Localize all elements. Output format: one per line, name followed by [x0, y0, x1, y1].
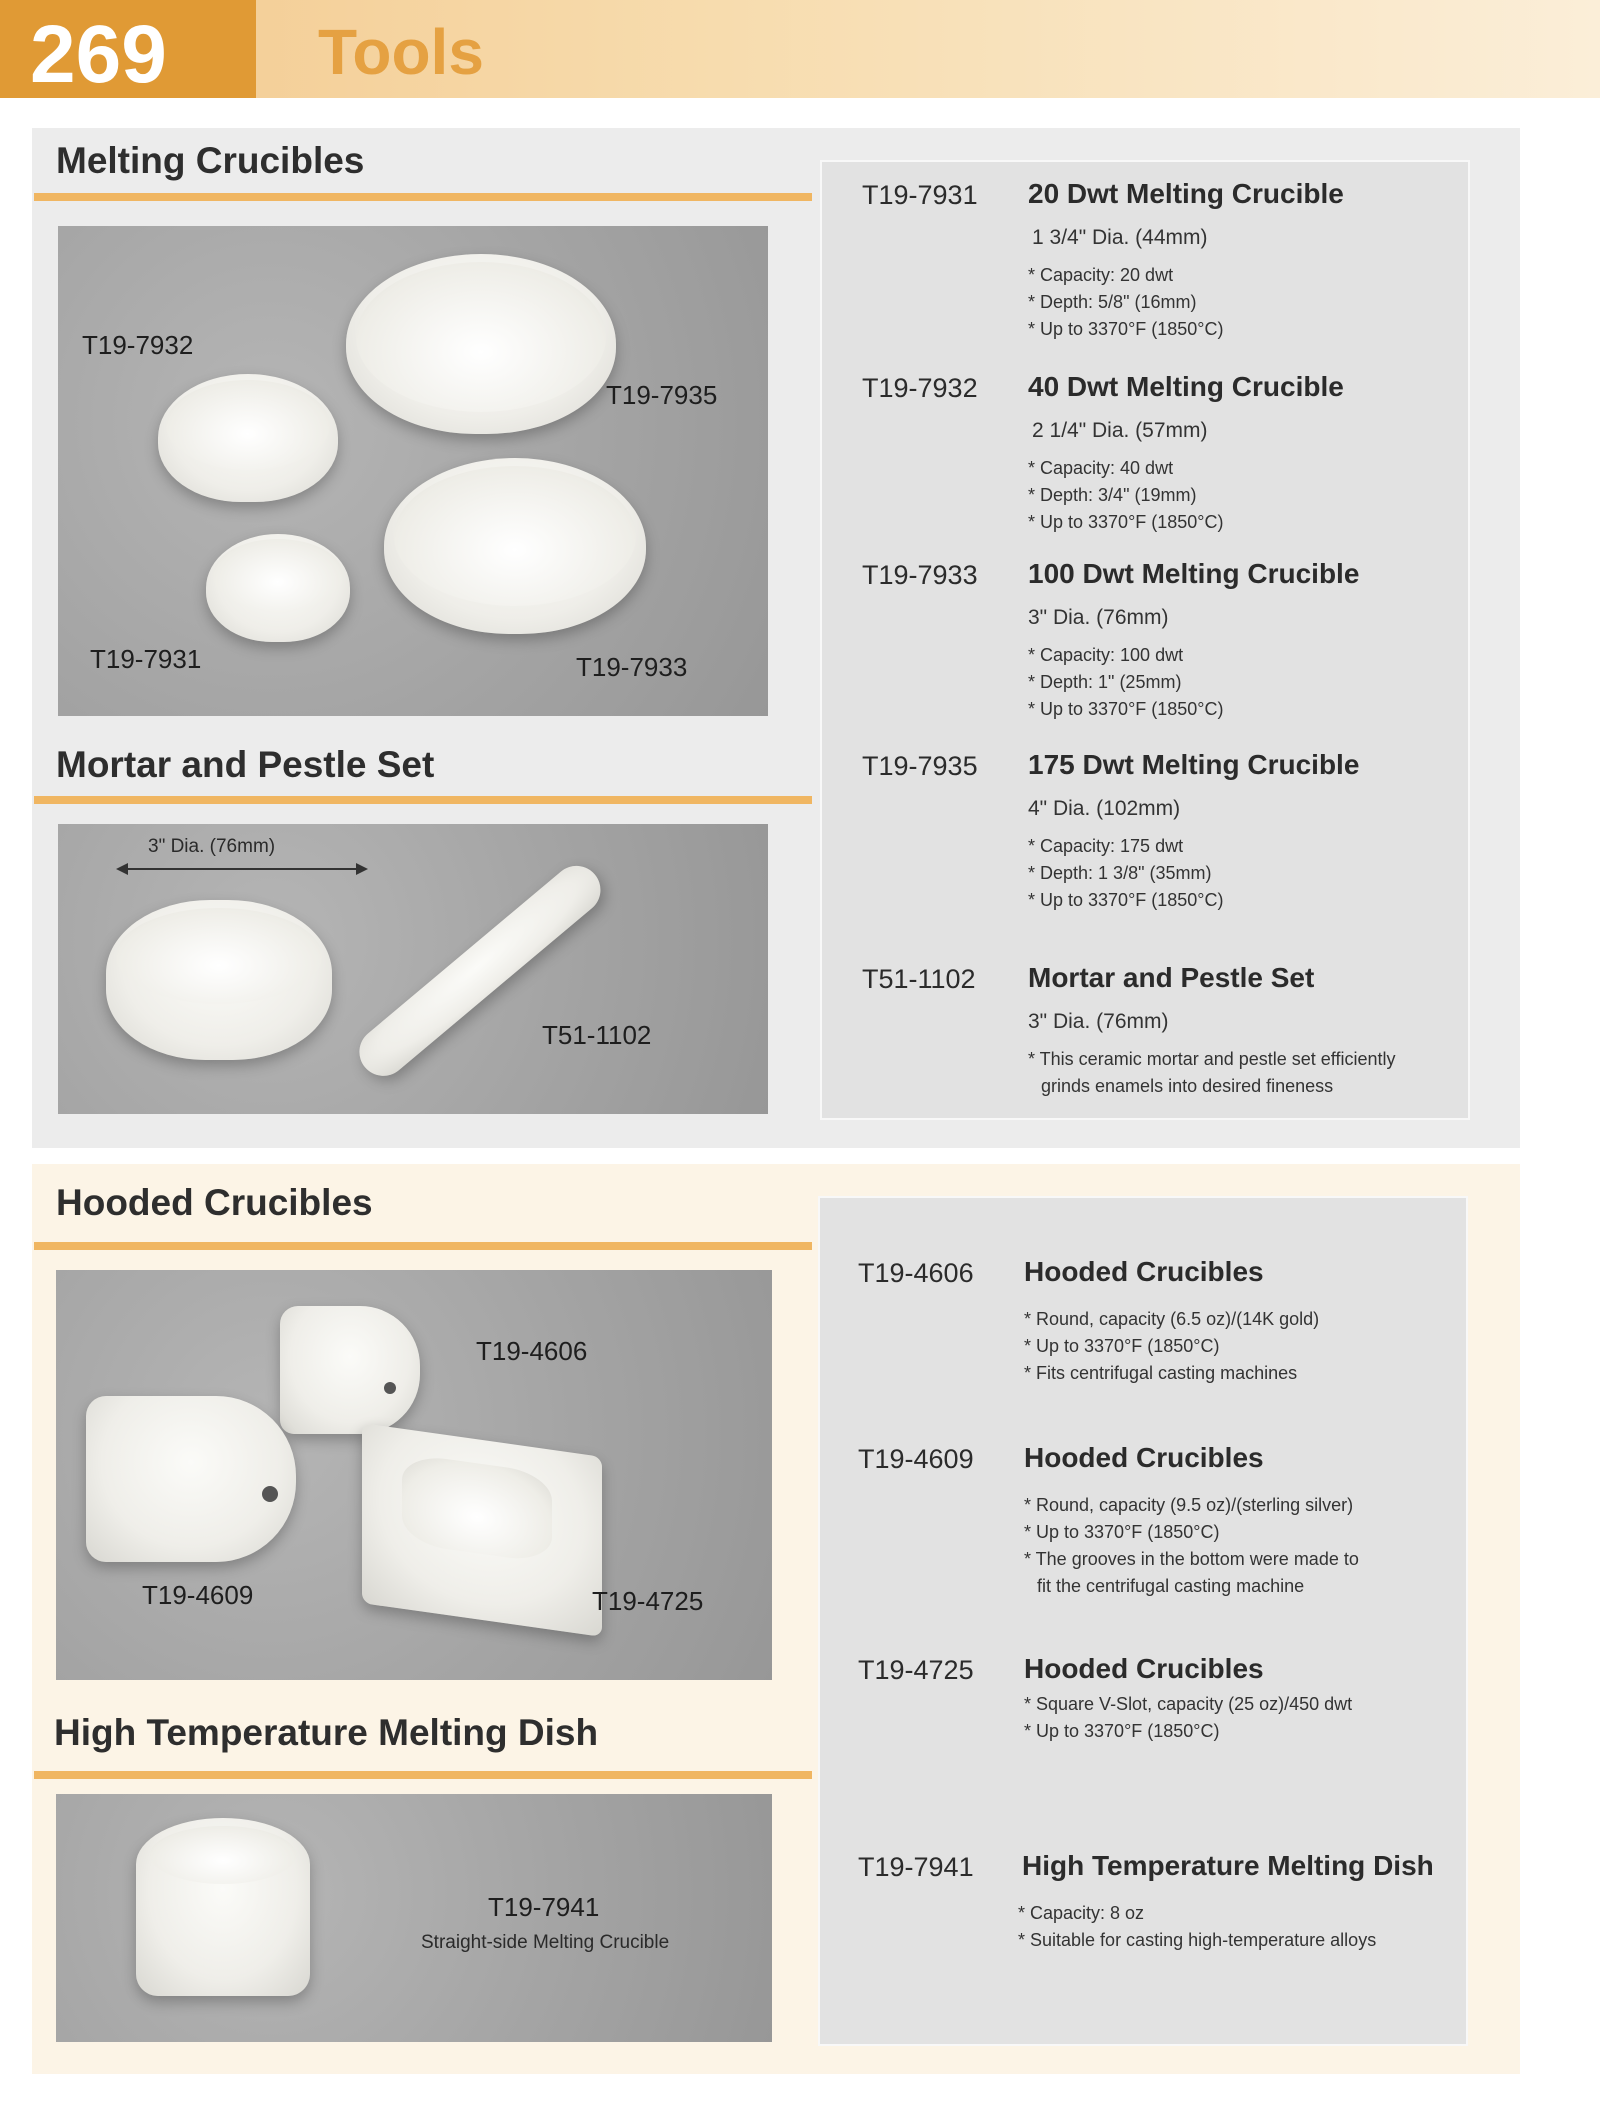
product-title: 100 Dwt Melting Crucible — [1028, 558, 1360, 589]
crucible-image — [206, 534, 350, 642]
heading-hooded-crucibles: Hooded Crucibles — [56, 1182, 373, 1223]
crucible-image — [158, 374, 338, 502]
product-spec: * This ceramic mortar and pestle set efficiently — [1028, 1049, 1396, 1069]
product-title: 40 Dwt Melting Crucible — [1028, 371, 1344, 402]
product-spec: * Up to 3370°F (1850°C) — [1028, 890, 1224, 910]
page-header — [0, 0, 1600, 98]
product-title: Mortar and Pestle Set — [1028, 962, 1315, 993]
product-spec: * Up to 3370°F (1850°C) — [1024, 1336, 1220, 1356]
product-title: Hooded Crucibles — [1024, 1442, 1264, 1473]
product-spec: * Up to 3370°F (1850°C) — [1024, 1522, 1220, 1542]
product-code: T51-1102 — [862, 964, 976, 994]
page-number: 269 — [0, 0, 256, 98]
product-code: T19-4609 — [858, 1444, 974, 1474]
product-title: 20 Dwt Melting Crucible — [1028, 178, 1344, 209]
product-code: T19-7935 — [862, 751, 978, 781]
product-spec: * Capacity: 20 dwt — [1028, 265, 1174, 285]
product-spec: * Up to 3370°F (1850°C) — [1024, 1721, 1220, 1741]
product-diameter: 3" Dia. (76mm) — [1028, 1010, 1169, 1033]
label-t19-7932: T19-7932 — [82, 330, 194, 360]
product-spec: * Square V-Slot, capacity (25 oz)/450 dwt — [1024, 1694, 1353, 1714]
product-spec: * Capacity: 40 dwt — [1028, 458, 1174, 478]
dish-caption: Straight-side Melting Crucible — [421, 1932, 670, 1953]
label-t19-7935: T19-7935 — [606, 380, 718, 410]
mortar-image — [106, 900, 332, 1060]
crucible-image — [384, 458, 646, 634]
product-code: T19-7932 — [862, 373, 978, 403]
product-diameter: 3" Dia. (76mm) — [1028, 606, 1169, 629]
product-spec: * Capacity: 100 dwt — [1028, 645, 1184, 665]
hooded-crucible-image — [362, 1423, 602, 1637]
label-t19-4725: T19-4725 — [592, 1586, 704, 1616]
pestle-image — [350, 856, 611, 1086]
heading-melting-crucibles: Melting Crucibles — [56, 140, 365, 181]
product-diameter: 2 1/4" Dia. (57mm) — [1032, 419, 1208, 442]
product-code: T19-4725 — [858, 1655, 974, 1685]
product-spec: * Depth: 1" (25mm) — [1028, 672, 1182, 692]
label-t19-7941: T19-7941 — [488, 1892, 600, 1922]
product-title: Hooded Crucibles — [1024, 1653, 1264, 1684]
melting-dish-photo — [56, 1794, 772, 2042]
hooded-crucible-image — [86, 1396, 296, 1562]
product-spec: * Capacity: 175 dwt — [1028, 836, 1184, 856]
label-t19-7931: T19-7931 — [90, 644, 202, 674]
dimension-arrow-icon — [116, 858, 368, 880]
heading-melting-dish: High Temperature Melting Dish — [54, 1712, 599, 1753]
heading-rule — [34, 1771, 812, 1779]
melting-crucibles-photo — [58, 226, 768, 716]
product-code: T19-7933 — [862, 560, 978, 590]
product-spec: * Up to 3370°F (1850°C) — [1028, 699, 1224, 719]
product-spec: * Fits centrifugal casting machines — [1024, 1363, 1298, 1383]
heading-rule — [34, 796, 812, 804]
product-spec: * Suitable for casting high-temperature alloys — [1018, 1930, 1377, 1950]
hooded-crucible-image — [280, 1306, 420, 1434]
hooded-crucibles-photo — [56, 1270, 772, 1680]
product-code: T19-4606 — [858, 1258, 974, 1288]
product-spec: * Up to 3370°F (1850°C) — [1028, 512, 1224, 532]
heading-rule — [34, 1242, 812, 1250]
product-spec: * Capacity: 8 oz — [1018, 1903, 1145, 1923]
product-diameter: 4" Dia. (102mm) — [1028, 797, 1181, 820]
label-t19-7933: T19-7933 — [576, 652, 688, 682]
label-t19-4606: T19-4606 — [476, 1336, 588, 1366]
product-code: T19-7931 — [862, 180, 978, 210]
page-title: Tools — [318, 16, 484, 88]
crucible-image — [346, 254, 616, 434]
product-title: 175 Dwt Melting Crucible — [1028, 749, 1360, 780]
product-spec: grinds enamels into desired fineness — [1041, 1076, 1334, 1096]
product-code: T19-7941 — [858, 1852, 974, 1882]
melting-dish-image — [136, 1818, 310, 1996]
label-t51-1102: T51-1102 — [542, 1020, 652, 1050]
product-spec: * The grooves in the bottom were made to — [1024, 1549, 1359, 1569]
dimension-label: 3" Dia. (76mm) — [148, 836, 276, 857]
product-spec: * Depth: 3/4" (19mm) — [1028, 485, 1197, 505]
product-spec: * Up to 3370°F (1850°C) — [1028, 319, 1224, 339]
heading-mortar-pestle: Mortar and Pestle Set — [56, 744, 435, 785]
product-diameter: 1 3/4" Dia. (44mm) — [1032, 226, 1208, 249]
product-spec: * Round, capacity (6.5 oz)/(14K gold) — [1024, 1309, 1320, 1329]
product-spec: * Round, capacity (9.5 oz)/(sterling silver) — [1024, 1495, 1354, 1515]
product-title: Hooded Crucibles — [1024, 1256, 1264, 1287]
product-spec: fit the centrifugal casting machine — [1037, 1576, 1305, 1596]
heading-rule — [34, 193, 812, 201]
mortar-pestle-photo — [58, 824, 768, 1114]
product-spec: * Depth: 5/8" (16mm) — [1028, 292, 1197, 312]
product-spec: * Depth: 1 3/8" (35mm) — [1028, 863, 1212, 883]
label-t19-4609: T19-4609 — [142, 1580, 254, 1610]
product-title: High Temperature Melting Dish — [1022, 1850, 1434, 1881]
